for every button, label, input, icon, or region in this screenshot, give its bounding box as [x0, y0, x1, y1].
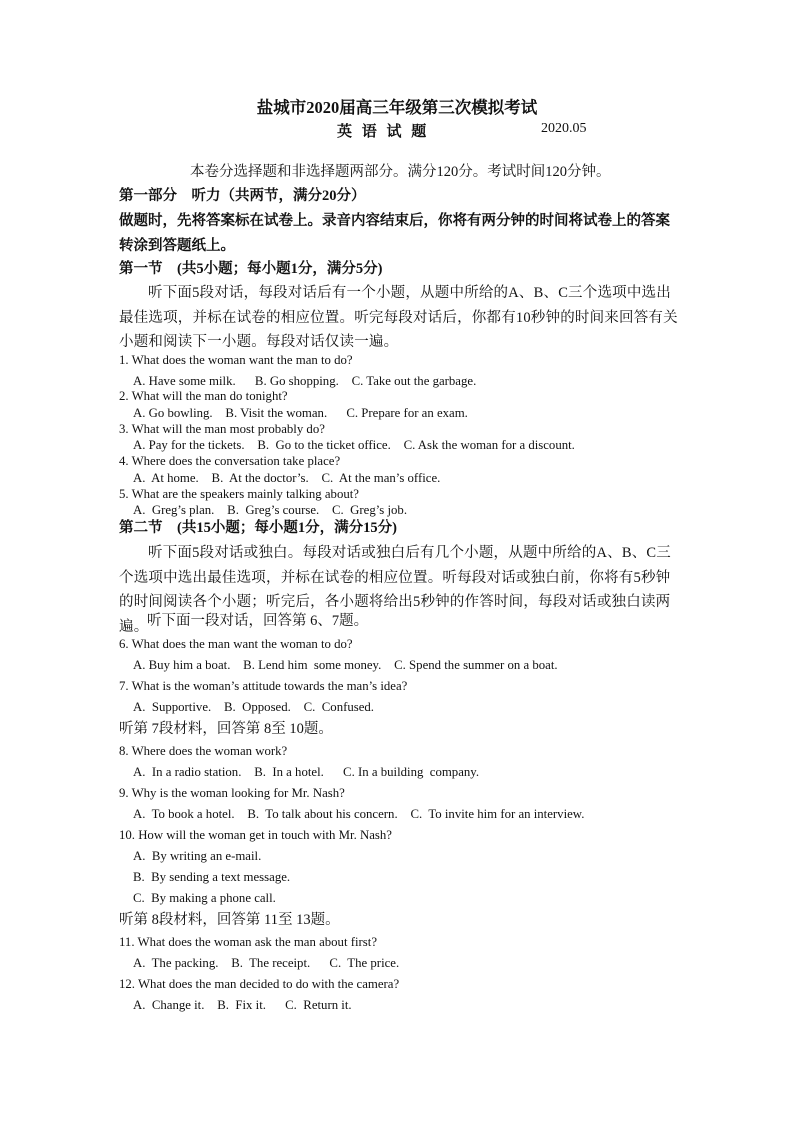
question-9: 9. Why is the woman looking for Mr. Nash? — [119, 786, 345, 800]
section1-instruction: 听下面5段对话，每段对话后有一个小题，从题中所给的A、B、C三个选项中选出最佳选项，并标在试卷的相应位置。听完每段对话后，你都有10秒钟的时间来回答有关小题和阅读下一小题。每段对话仅读一遍。 — [119, 285, 678, 350]
section2-instruction: 听下面5段对话或独白。每段对话或独白后有几个小题，从题中所给的A、B、C三个选项中选出最佳选项，并标在试卷的相应位置。听每段对话或独白前，你将有5秒钟的时间阅读各个小题；听完后，各小题将给出5秒钟的作答时间，每段对话或独白读两遍。 — [119, 545, 671, 635]
question-2: 2. What will the man do tonight? — [119, 389, 288, 403]
question-10-option-c: C. By making a phone call. — [133, 891, 276, 905]
question-9-options: A. To book a hotel. B. To talk about his concern. C. To invite him for an interview. — [133, 807, 585, 821]
question-4: 4. Where does the conversation take place? — [119, 454, 341, 468]
question-4-options: A. At home. B. At the doctor’s. C. At the man’s office. — [133, 471, 441, 485]
section2-sub2: 听第 7段材料，回答第 8至 10题。 — [119, 721, 333, 737]
question-1: 1. What does the woman want the man to do? — [119, 353, 353, 367]
question-8-options: A. In a radio station. B. In a hotel. C. In a building company. — [133, 765, 480, 779]
question-11: 11. What does the woman ask the man about first? — [119, 935, 378, 949]
question-7: 7. What is the woman’s attitude towards the man’s idea? — [119, 679, 408, 693]
question-10-option-a: A. By writing an e-mail. — [133, 849, 262, 863]
question-2-options: A. Go bowling. B. Visit the woman. C. Prepare for an exam. — [133, 406, 468, 420]
question-1-options: A. Have some milk. B. Go shopping. C. Take out the garbage. — [133, 374, 477, 388]
exam-subtitle: 英 语 试 题 — [337, 124, 430, 140]
section2-sub1: 听下面一段对话，回答第 6、7题。 — [147, 613, 369, 629]
part1-heading: 第一部分 听力（共两节，满分20分） — [119, 188, 366, 204]
question-12: 12. What does the man decided to do with the camera? — [119, 977, 400, 991]
question-8: 8. Where does the woman work? — [119, 744, 288, 758]
question-10: 10. How will the woman get in touch with Mr. Nash? — [119, 828, 392, 842]
section2-sub3: 听第 8段材料，回答第 11至 13题。 — [119, 912, 340, 928]
question-11-options: A. The packing. B. The receipt. C. The price. — [133, 956, 400, 970]
question-10-option-b: B. By sending a text message. — [133, 870, 291, 884]
exam-date: 2020.05 — [541, 121, 587, 136]
section2-heading: 第二节 (共15小题；每小题1分，满分15分) — [119, 520, 397, 536]
exam-title: 盐城市2020届高三年级第三次模拟考试 — [256, 98, 538, 117]
question-3-options: A. Pay for the tickets. B. Go to the ticket office. C. Ask the woman for a discount. — [133, 438, 575, 452]
question-6: 6. What does the man want the woman to do? — [119, 637, 353, 651]
section1-heading: 第一节 (共5小题；每小题1分，满分5分) — [119, 261, 383, 277]
question-3: 3. What will the man most probably do? — [119, 422, 325, 436]
question-5-options: A. Greg’s plan. B. Greg’s course. C. Greg’s job. — [133, 503, 408, 517]
part1-instruction: 做题时，先将答案标在试卷上。录音内容结束后，你将有两分钟的时间将试卷上的答案转涂到答题纸上。 — [119, 213, 670, 254]
question-5: 5. What are the speakers mainly talking about? — [119, 487, 359, 501]
question-12-options: A. Change it. B. Fix it. C. Return it. — [133, 998, 352, 1012]
question-6-options: A. Buy him a boat. B. Lend him some money. C. Spend the summer on a boat. — [133, 658, 558, 672]
exam-intro: 本卷分选择题和非选择题两部分。满分120分。考试时间120分钟。 — [190, 164, 611, 180]
question-7-options: A. Supportive. B. Opposed. C. Confused. — [133, 700, 375, 714]
